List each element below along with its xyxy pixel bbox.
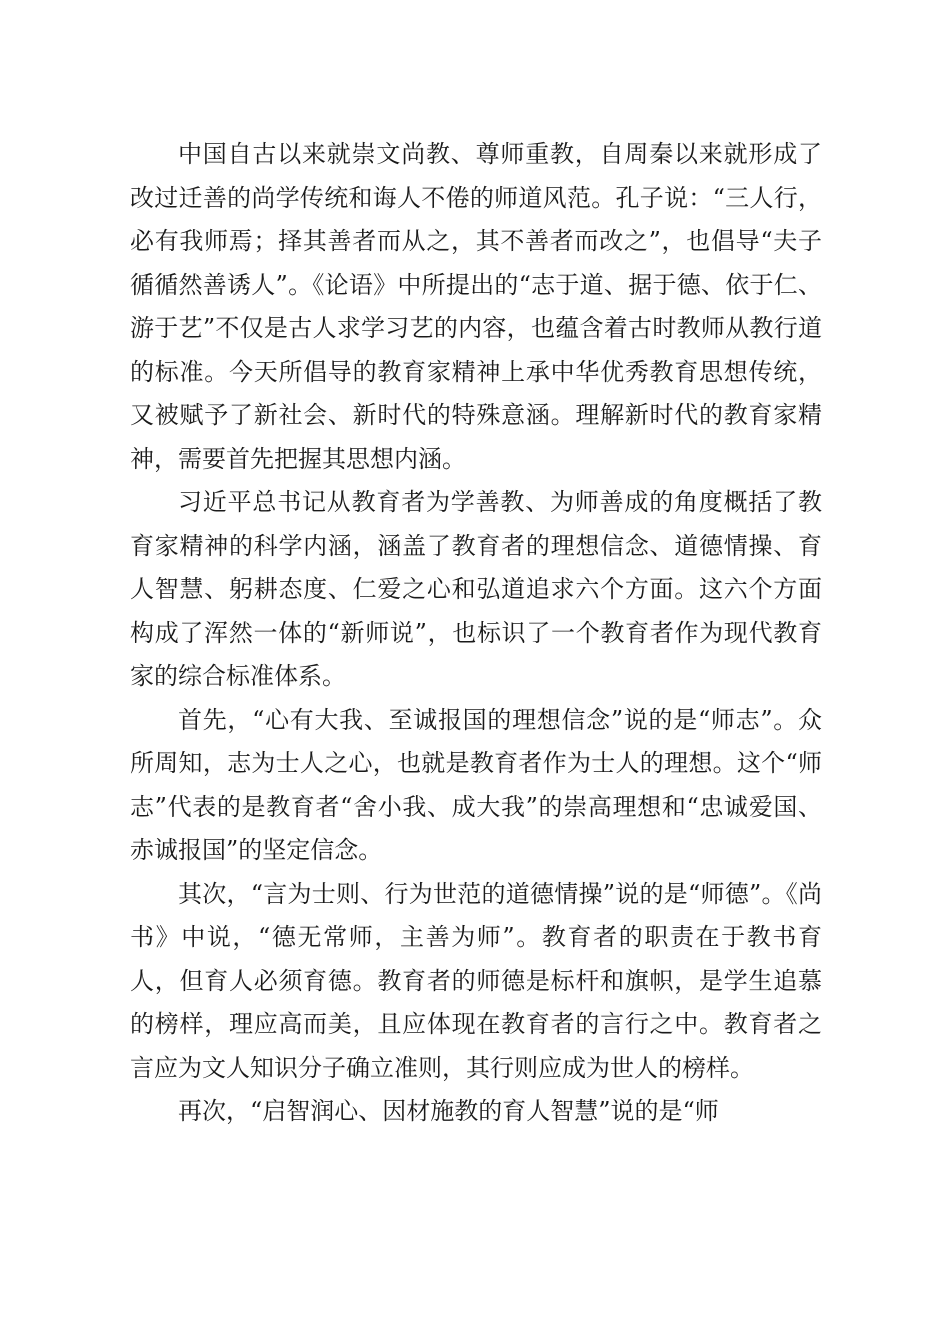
paragraph-4: 其次，“言为士则、行为世范的道德情操”说的是“师德”。《尚书》中说，“德无常师，主善为师”。教育者的职责在于教书育人，但育人必须育德。教育者的师德是标杆和旗帜，是学生追慕的榜样，理应高而美，且应体现在教育者的言行之中。教育者之言应为文人知识分子确立准则，其行则应成为世人的榜样。 [130,879,822,1082]
body-text [130,133,822,1134]
paragraph-5: 再次，“启智润心、因材施教的育人智慧”说的是“师 [178,1097,719,1125]
paragraph-2: 习近平总书记从教育者为学善教、为师善成的角度概括了教育家精神的科学内涵，涵盖了教育者的理想信念、道德情操、育人智慧、躬耕态度、仁爱之心和弘道追求六个方面。这六个方面构成了浑然一体的“新师说”，也标识了一个教育者作为现代教育家的综合标准体系。 [130,488,822,690]
paragraph-1: 中国自古以来就崇文尚教、尊师重教，自周秦以来就形成了改过迁善的尚学传统和诲人不倦的师道风范。孔子说：“三人行，必有我师焉；择其善者而从之，其不善者而改之”，也倡导“夫子循循然善诱人”。《论语》中所提出的“志于道、据于德、依于仁、游于艺”不仅是古人求学习艺的内容，也蕴含着古时教师从教行道的标准。今天所倡导的教育家精神上承中华优秀教育思想传统，又被赋予了新社会、新时代的特殊意涵。理解新时代的教育家精神，需要首先把握其思想内涵。 [130,140,822,473]
paragraph-3: 首先，“心有大我、至诚报国的理想信念”说的是“师志”。众所周知，志为士人之心，也就是教育者作为士人的理想。这个“师志”代表的是教育者“舍小我、成大我”的崇高理想和“忠诚爱国、赤诚报国”的坚定信念。 [130,705,822,864]
